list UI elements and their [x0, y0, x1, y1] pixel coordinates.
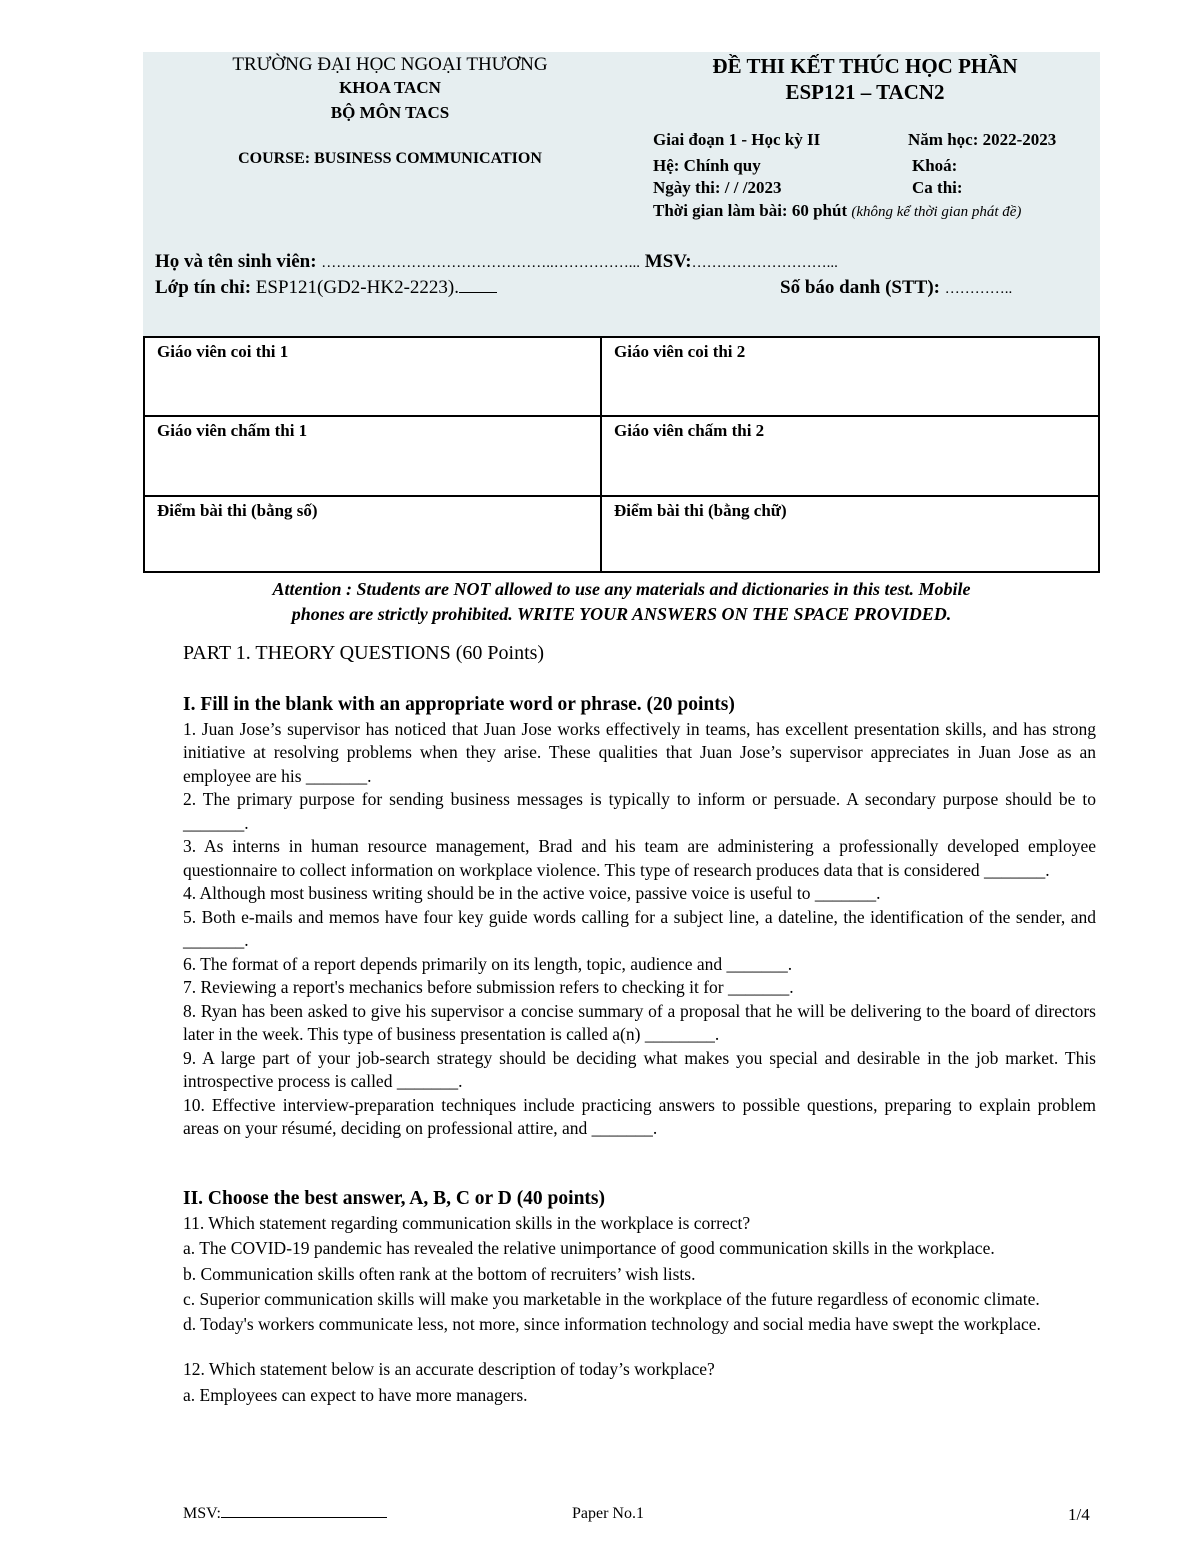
sbd-label: Số báo danh (STT): [780, 277, 940, 298]
question-11-option-d: d. Today's workers communicate less, not more, since information technology and social media have swept the workplace. [183, 1314, 1041, 1335]
class-value: ESP121(GD2-HK2-2223). [255, 277, 459, 298]
question-7: 7. Reviewing a report's mechanics before submission refers to checking it for _______. [183, 977, 794, 997]
section2-title: II. Choose the best answer, A, B, C or D (40 points) [183, 1188, 605, 1209]
question-10: 10. Effective interview-preparation techniques include practicing answers to possible questions, preparing to explain problem areas on your résumé, deciding on professional attire, and _______. [183, 1094, 1096, 1138]
question-11: 11. Which statement regarding communication skills in the workplace is correct? [183, 1213, 751, 1233]
proctor1-label: Giáo viên coi thi 1 [157, 342, 289, 361]
university-name: TRƯỜNG ĐẠI HỌC NGOẠI THƯƠNG [232, 54, 548, 75]
cohort-label: Khoá: [912, 156, 958, 175]
section1-title: I. Fill in the blank with an appropriate word or phrase. (20 points) [183, 694, 735, 715]
exam-duration [653, 201, 1021, 221]
grader1-cell[interactable] [145, 417, 600, 495]
score-number-label: Điểm bài thi (bằng số) [157, 501, 318, 520]
attention-line-1: Attention : Students are NOT allowed to use any materials and dictionaries in this test. Mobile [272, 579, 971, 599]
exam-date: Ngày thi: / / /2023 [653, 178, 782, 197]
attention-notice [143, 577, 1100, 627]
footer-msv [183, 1505, 387, 1523]
exam-code: ESP121 – TACN2 [785, 80, 945, 104]
duration-text: Thời gian làm bài: 60 phút [653, 201, 848, 220]
footer-msv-label: MSV: [183, 1505, 221, 1522]
class-row [155, 277, 497, 299]
question-4: 4. Although most business writing should be in the active voice, passive voice is useful to _______. [183, 883, 881, 903]
question-3: 3. As interns in human resource management, Brad and his team are administering a professionally developed employee questionnaire to collect information on workplace violence. This type of research produces data that is considered _______. [183, 836, 1096, 880]
question-12-option-a: a. Employees can expect to have more managers. [183, 1384, 528, 1405]
sbd-field[interactable]: ………….. [944, 281, 1013, 297]
section2 [183, 1186, 1096, 1408]
proctor2-cell[interactable] [602, 338, 1098, 415]
question-11-option-a: a. The COVID-19 pandemic has revealed the relative unimportance of good communication skills in the workplace. [183, 1238, 995, 1259]
proctor2-label: Giáo viên coi thi 2 [614, 342, 746, 361]
footer-msv-field[interactable] [221, 1517, 387, 1518]
education-system: Hệ: Chính quy [653, 156, 761, 175]
student-name-label: Họ và tên sinh viên: [155, 251, 317, 272]
section1 [183, 693, 1096, 1141]
class-label: Lớp tín chỉ: [155, 277, 252, 298]
question-6: 6. The format of a report depends primarily on its length, topic, audience and _______. [183, 953, 793, 974]
faculty-name: KHOA TACN [339, 78, 441, 97]
question-8: 8. Ryan has been asked to give his supervisor a concise summary of a proposal that he will be delivering to the board of directors later in the week. This type of business presentation is called a(n) ________. [183, 1000, 1096, 1044]
class-blank[interactable] [459, 292, 497, 293]
exam-shift: Ca thi: [912, 178, 963, 197]
question-1: 1. Juan Jose’s supervisor has noticed that Juan Jose works effectively in teams, has excellent presentation skills, and has strong initiative at resolving problems when they arise. These qualities that Juan Jose’s supervisor appreciates in Juan Jose as an employee are his _______. [183, 718, 1096, 786]
part1-title: PART 1. THEORY QUESTIONS (60 Points) [183, 642, 545, 664]
student-name-row [155, 251, 838, 273]
exam-title: ĐỀ THI KẾT THÚC HỌC PHẦN [712, 54, 1018, 78]
msv-label: MSV: [644, 251, 692, 272]
grader2-label: Giáo viên chấm thi 2 [614, 421, 765, 440]
sbd-row [780, 277, 1012, 299]
grader2-cell[interactable] [602, 417, 1098, 495]
question-9: 9. A large part of your job-search strategy should be deciding what makes you special and desirable in the job market. This introspective process is called _______. [183, 1047, 1096, 1091]
footer-paper: Paper No.1 [572, 1505, 644, 1522]
school-year: Năm học: 2022-2023 [908, 130, 1057, 149]
score-words-cell[interactable] [602, 497, 1098, 572]
proctor1-cell[interactable] [145, 338, 600, 415]
duration-note: (không kể thời gian phát đề) [851, 204, 1022, 220]
question-5: 5. Both e-mails and memos have four key guide words calling for a subject line, a dateline, the identification of the sender, and _______. [183, 906, 1096, 950]
question-11-option-c: c. Superior communication skills will make you marketable in the workplace of the future regardless of economic climate. [183, 1288, 1040, 1309]
question-12: 12. Which statement below is an accurate description of today’s workplace? [183, 1359, 715, 1380]
exam-phase: Giai đoạn 1 - Học kỳ II [653, 130, 821, 149]
question-2: 2. The primary purpose for sending business messages is typically to inform or persuade. A secondary purpose should be to _______. [183, 789, 1096, 833]
attention-line-2: phones are strictly prohibited. WRITE YOUR ANSWERS ON THE SPACE PROVIDED. [291, 604, 952, 624]
department-name: BỘ MÔN TACS [330, 103, 450, 122]
msv-field[interactable]: ………………………... [691, 255, 838, 271]
score-words-label: Điểm bài thi (bằng chữ) [614, 501, 787, 520]
student-name-field[interactable]: ………………………………………..……………... [321, 255, 641, 271]
signature-grid [143, 336, 1100, 573]
footer-page-number: 1/4 [1068, 1505, 1090, 1524]
grader1-label: Giáo viên chấm thi 1 [157, 421, 308, 440]
score-number-cell[interactable] [145, 497, 600, 572]
question-11-option-b: b. Communication skills often rank at the bottom of recruiters’ wish lists. [183, 1263, 696, 1284]
course-name: COURSE: BUSINESS COMMUNICATION [238, 150, 542, 167]
